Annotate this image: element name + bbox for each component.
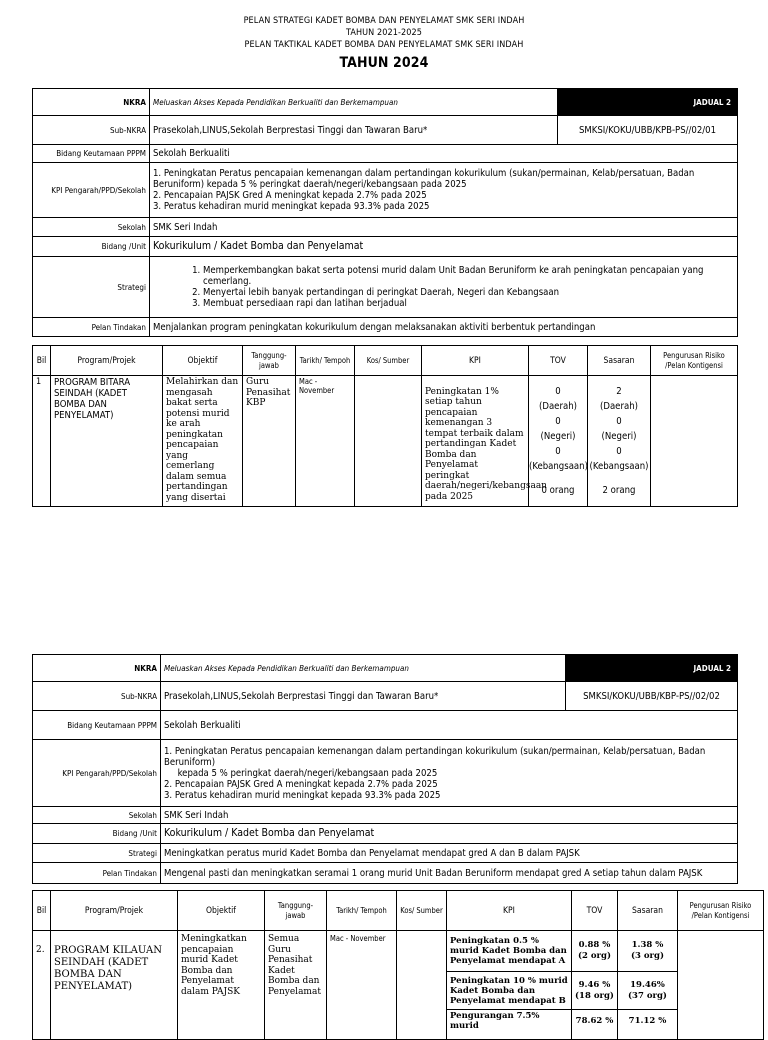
col-tanggung: Tanggung-jawab [265, 891, 327, 931]
nkra-label: NKRA [33, 89, 150, 116]
tov-count: (18 org) [575, 990, 614, 1001]
nkra-value: Meluaskan Akses Kepada Pendidikan Berkualiti dan Berkemampuan [150, 89, 558, 116]
strategi-item: 3. Membuat persediaan rapi dan latihan berjadual [203, 298, 734, 309]
sasaran-label: (Negeri) [601, 431, 637, 442]
kpi-pengarah-value [150, 163, 738, 218]
row-kpi: Peningkatan 1% setiap tahun pencapaian kemenangan 3 tempat terbaik dalam pertandingan Kadet Bomba dan Penyelamat peringkat daerah/negeri/kebangsaan pada 2025 [422, 376, 529, 507]
col-pengurusan: Pengurusan Risiko /Pelan Kontigensi [678, 891, 764, 931]
col-sasaran: Sasaran [588, 346, 651, 376]
bidang-unit-value: Kokurikulum / Kadet Bomba dan Penyelamat [150, 237, 738, 257]
tov-label: (Kebangsaan) [529, 461, 588, 472]
header-line1: PELAN STRATEGI KADET BOMBA DAN PENYELAMAT SMK SERI INDAH [243, 16, 525, 26]
tov-value: 0 [555, 446, 561, 457]
sekolah-value: SMK Seri Indah [161, 807, 738, 824]
col-program: Program/Projek [51, 891, 178, 931]
row-tanggung: Guru Penasihat KBP [243, 376, 296, 507]
sasaran-count: (3 org) [630, 951, 664, 961]
bidang-unit-value: Kokurikulum / Kadet Bomba dan Penyelamat [161, 824, 738, 844]
tov-value: 78.62 % [572, 1010, 618, 1040]
col-tanggung: Tanggung-jawab [243, 346, 296, 376]
kpi-pengarah-label: KPI Pengarah/PPD/Sekolah [33, 163, 150, 218]
strategi-value: Meningkatkan peratus murid Kadet Bomba dan Penyelamat mendapat gred A dan B dalam PAJSK [161, 844, 738, 863]
row-pengurusan [651, 376, 738, 507]
sasaran-label: (Kebangsaan) [589, 461, 649, 472]
strategi-label: Strategi [33, 257, 150, 318]
info-table-2 [32, 654, 738, 884]
sasaran-value: 71.12 % [618, 1010, 678, 1040]
bidang-keutamaan-value: Sekolah Berkualiti [161, 711, 738, 740]
tov-label: (Daerah) [539, 401, 577, 412]
jadual-badge: JADUAL 2 [566, 655, 738, 682]
tov-value: 0.88 % [578, 940, 611, 950]
sasaran-value: 1.38 % [631, 940, 664, 950]
nkra-value: Meluaskan Akses Kepada Pendidikan Berkualiti dan Berkemampuan [161, 655, 566, 682]
document-code: SMKSI/KOKU/UBB/KBP-PS//02/02 [566, 682, 738, 711]
row-bil: 1 [33, 376, 51, 507]
tov-count: (2 org) [577, 951, 611, 961]
kpi-pengarah-label: KPI Pengarah/PPD/Sekolah [33, 740, 161, 807]
sasaran-count: 2 orang [602, 485, 636, 496]
col-bil: Bil [33, 346, 51, 376]
row-objektif: Meningkatkan pencapaian murid Kadet Bomba dan Penyelamat dalam PAJSK [178, 931, 265, 1040]
col-kpi: KPI [422, 346, 529, 376]
bidang-keutamaan-label: Bidang Keutamaan PPPM [33, 711, 161, 740]
kpi-line: 2. Pencapaian PAJSK Gred A meningkat kepada 2.7% pada 2025 [153, 190, 427, 201]
sekolah-value: SMK Seri Indah [150, 218, 738, 237]
kpi-line: 3. Peratus kehadiran murid meningkat kepada 93.3% pada 2025 [164, 789, 441, 801]
col-kos: Kos/ Sumber [397, 891, 447, 931]
kpi-line: 1. Peningkatan Peratus pencapaian kemenangan dalam pertandingan kokurikulum (sukan/permainan, Kelab/persatuan, Badan Beruniform) [164, 745, 706, 768]
col-objektif: Objektif [163, 346, 243, 376]
sub-nkra-value: Prasekolah,LINUS,Sekolah Berprestasi Tinggi dan Tawaran Baru* [161, 682, 566, 711]
tov-value: 0 [555, 416, 561, 427]
col-kpi: KPI [447, 891, 572, 931]
row-program: PROGRAM KILAUAN SEINDAH (KADET BOMBA DAN PENYELAMAT) [51, 931, 178, 1040]
kpi-item: Pengurangan 7.5% murid [447, 1010, 572, 1040]
header-line3: PELAN TAKTIKAL KADET BOMBA DAN PENYELAMAT SMK SERI INDAH [244, 40, 524, 50]
sub-nkra-label: Sub-NKRA [33, 682, 161, 711]
kpi-item: Peningkatan 0.5 % murid Kadet Bomba dan Penyelamat mendapat A [447, 931, 572, 972]
col-tov: TOV [529, 346, 588, 376]
document-code: SMKSI/KOKU/UBB/KPB-PS//02/01 [558, 116, 738, 145]
kpi-pengarah-value [161, 740, 738, 807]
bidang-keutamaan-value: Sekolah Berkualiti [150, 145, 738, 163]
bidang-unit-label: Bidang /Unit [33, 237, 150, 257]
header-title-year: TAHUN 2024 [339, 55, 429, 71]
row-tarikh: Mac - November [296, 376, 355, 507]
tov-cell [572, 931, 618, 972]
kpi-line: 1. Peningkatan Peratus pencapaian kemenangan dalam pertandingan kokurikulum (sukan/permainan, Kelab/persatuan, Badan Beruniform) kepada 5 % peringkat daerah/negeri/kebangsaan pada 2025 [153, 168, 695, 190]
sasaran-count: (37 org) [628, 990, 667, 1001]
sub-nkra-label: Sub-NKRA [33, 116, 150, 145]
row-program: PROGRAM BITARA SEINDAH (KADET BOMBA DAN PENYELAMAT) [51, 376, 163, 507]
sasaran-value: 2 [616, 386, 622, 397]
jadual-badge: JADUAL 2 [558, 89, 738, 116]
col-bil: Bil [33, 891, 51, 931]
row-kos [397, 931, 447, 1040]
strategi-label: Strategi [33, 844, 161, 863]
pelan-tindakan-label: Pelan Tindakan [33, 318, 150, 337]
kpi-item: Peningkatan 10 % murid Kadet Bomba dan Penyelamat mendapat B [447, 972, 572, 1010]
sasaran-cell [618, 931, 678, 972]
program-table-1 [32, 345, 738, 507]
kpi-line: 3. Peratus kehadiran murid meningkat kepada 93.3% pada 2025 [153, 201, 430, 212]
col-kos: Kos/ Sumber [355, 346, 422, 376]
program-table-2 [32, 890, 764, 1040]
col-objektif: Objektif [178, 891, 265, 931]
strategi-value [150, 257, 738, 318]
col-tarikh: Tarikh/ Tempoh [296, 346, 355, 376]
sasaran-value: 0 [616, 416, 622, 427]
col-sasaran: Sasaran [618, 891, 678, 931]
col-tarikh: Tarikh/ Tempoh [327, 891, 397, 931]
strategi-item: 2. Menyertai lebih banyak pertandingan di peringkat Daerah, Negeri dan Kebangsaan [203, 287, 734, 298]
row-bil: 2. [33, 931, 51, 1040]
row-kos [355, 376, 422, 507]
header-line2: TAHUN 2021-2025 [345, 28, 423, 38]
kpi-line: 2. Pencapaian PAJSK Gred A meningkat kepada 2.7% pada 2025 [164, 778, 438, 790]
tov-value: 9.46 % [578, 979, 611, 990]
sekolah-label: Sekolah [33, 807, 161, 824]
tov-count: 0 orang [541, 485, 575, 496]
bidang-unit-label: Bidang /Unit [33, 824, 161, 844]
kpi-line: kepada 5 % peringkat daerah/negeri/kebangsaan pada 2025 [164, 767, 438, 779]
sekolah-label: Sekolah [33, 218, 150, 237]
tov-value: 0 [555, 386, 561, 397]
sasaran-label: (Daerah) [600, 401, 638, 412]
row-sasaran [588, 376, 651, 507]
info-table-1 [32, 88, 738, 337]
col-pengurusan: Pengurusan Risiko /Pelan Kontigensi [651, 346, 738, 376]
pelan-tindakan-label: Pelan Tindakan [33, 863, 161, 884]
row-tanggung: Semua Guru Penasihat Kadet Bomba dan Penyelamat [265, 931, 327, 1040]
col-program: Program/Projek [51, 346, 163, 376]
col-tov: TOV [572, 891, 618, 931]
pelan-tindakan-value: Menjalankan program peningkatan kokurikulum dengan melaksanakan aktiviti berbentuk pertandingan [150, 318, 738, 337]
row-objektif: Melahirkan dan mengasah bakat serta potensi murid ke arah peningkatan pencapaian yang cemerlang dalam semua pertandingan yang disertai [163, 376, 243, 507]
sasaran-value: 19.46% [630, 979, 665, 990]
tov-cell [572, 972, 618, 1010]
row-tarikh: Mac - November [327, 931, 397, 1040]
nkra-label: NKRA [33, 655, 161, 682]
sub-nkra-value: Prasekolah,LINUS,Sekolah Berprestasi Tinggi dan Tawaran Baru* [150, 116, 558, 145]
strategi-item: 1. Memperkembangkan bakat serta potensi murid dalam Unit Badan Beruniform ke arah peningkatan pencapaian yang cemerlang. [203, 265, 734, 287]
sasaran-cell [618, 972, 678, 1010]
pelan-tindakan-value: Mengenal pasti dan meningkatkan seramai 1 orang murid Unit Badan Beruniform mendapat gred A setiap tahun dalam PAJSK [161, 863, 738, 884]
sasaran-value: 0 [616, 446, 622, 457]
bidang-keutamaan-label: Bidang Keutamaan PPPM [33, 145, 150, 163]
row-pengurusan [678, 931, 764, 1040]
tov-label: (Negeri) [540, 431, 576, 442]
